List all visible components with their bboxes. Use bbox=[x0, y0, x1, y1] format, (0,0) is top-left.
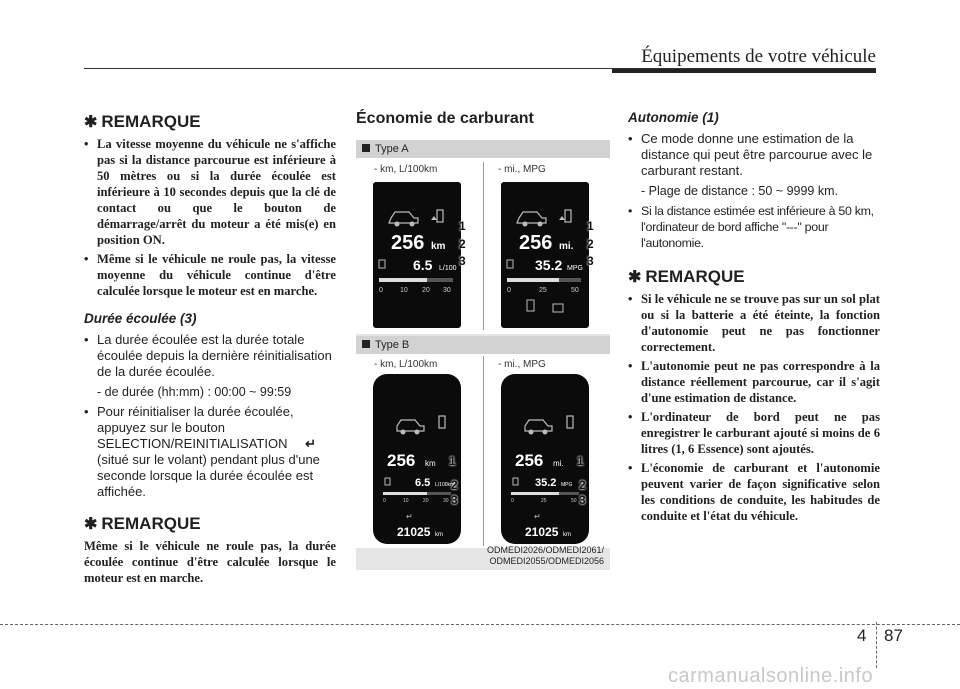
duration-reset-item: • Pour réinitialiser la durée écoulée, appuyez sur le bouton SELECTION/REINITIALISATION ↵ (situé sur le volant) pendant plus d'une seconde lorsque la durée écoulée est affichée. bbox=[84, 404, 336, 500]
callout-2: 2 bbox=[451, 478, 458, 492]
callout-3: 3 bbox=[451, 493, 458, 507]
distance-value: 256 bbox=[515, 451, 544, 470]
callout-1: 1 bbox=[577, 454, 584, 468]
callout-3: 3 bbox=[587, 254, 594, 268]
economy-unit: L/100 bbox=[439, 265, 457, 272]
cluster-display bbox=[501, 182, 589, 328]
fuel-icon bbox=[513, 478, 518, 485]
type-a-header: Type A bbox=[356, 140, 610, 158]
economy-value: 35.2 bbox=[535, 257, 563, 273]
duration-list bbox=[84, 332, 336, 500]
cluster-display bbox=[373, 374, 461, 544]
svg-text:30: 30 bbox=[443, 498, 449, 504]
odometer-value: 21025 bbox=[525, 525, 559, 539]
asterisk-icon: ✱ bbox=[84, 114, 98, 131]
svg-text:25: 25 bbox=[539, 287, 547, 294]
fuel-economy-heading: Économie de carburant bbox=[356, 110, 534, 127]
odometer-unit: km bbox=[563, 532, 571, 538]
callout-3: 3 bbox=[459, 254, 466, 268]
svg-text:10: 10 bbox=[403, 498, 409, 504]
car-icon bbox=[525, 420, 552, 431]
left-column bbox=[84, 110, 336, 586]
svg-text:20: 20 bbox=[422, 287, 430, 294]
enter-icon: ↵ bbox=[305, 436, 316, 451]
unit-label-mi: - mi., MPG bbox=[498, 164, 546, 175]
svg-text:20: 20 bbox=[423, 498, 429, 504]
callout-2: 2 bbox=[587, 237, 594, 251]
fuel-icon bbox=[385, 478, 390, 485]
cluster-panel-type-a-mi bbox=[501, 182, 589, 328]
cluster-display bbox=[373, 182, 461, 328]
svg-text:10: 10 bbox=[400, 287, 408, 294]
economy-bar bbox=[383, 492, 427, 495]
svg-text:25: 25 bbox=[541, 498, 547, 504]
economy-value: 35.2 bbox=[535, 477, 557, 489]
unit-label-km: - km, L/100km bbox=[374, 359, 438, 370]
distance-value: 256 bbox=[387, 451, 416, 470]
page-header-title: Équipements de votre véhicule bbox=[641, 46, 876, 67]
remark-item: • La vitesse moyenne du véhicule ne s'affiche pas si la distance parcourue est inférieure à 50 mètres ou si la durée écoulée est inférieure à 10 secondes depuis que la clé de contact ou que le bouton de démarrage/arrêt du moteur a été mis(e) en position ON. bbox=[84, 136, 336, 248]
callout-2: 2 bbox=[579, 478, 586, 492]
fuel-pump-icon bbox=[439, 416, 445, 428]
page-number: 87 bbox=[884, 626, 903, 645]
divider bbox=[483, 356, 484, 546]
duration-heading: Durée écoulée (3) bbox=[84, 311, 197, 326]
remark-heading-2: ✱ REMARQUE bbox=[84, 514, 201, 533]
distance-unit: mi. bbox=[553, 459, 564, 468]
unit-label-km: - km, L/100km bbox=[374, 164, 438, 175]
asterisk-icon: ✱ bbox=[628, 269, 642, 286]
odometer-unit: km bbox=[435, 532, 443, 538]
range-span: - Plage de distance : 50 ~ 9999 km. bbox=[641, 184, 838, 198]
economy-value: 6.5 bbox=[415, 477, 431, 489]
fuel-pump-icon bbox=[565, 210, 571, 222]
car-icon bbox=[517, 212, 546, 223]
remark-item: • Même si le véhicule ne roule pas, la vitesse moyenne du véhicule continue d'être calculée lorsque le moteur est en marche. bbox=[84, 251, 336, 299]
cluster-figure bbox=[356, 140, 610, 570]
divider bbox=[483, 162, 484, 330]
economy-bar bbox=[507, 278, 559, 282]
asterisk-icon: ✱ bbox=[84, 516, 98, 533]
economy-unit: MPG bbox=[567, 265, 583, 272]
cluster-display bbox=[501, 374, 589, 544]
economy-bar bbox=[379, 278, 427, 282]
callout-2: 2 bbox=[459, 237, 466, 251]
car-icon bbox=[397, 420, 424, 431]
footer-rule bbox=[0, 624, 960, 625]
distance-value: 256 bbox=[519, 232, 553, 254]
enter-icon: ↵ bbox=[406, 512, 413, 521]
range-heading: Autonomie (1) bbox=[628, 110, 719, 125]
economy-unit: L/100km bbox=[435, 482, 455, 488]
road-icon bbox=[423, 216, 437, 220]
figure-code: ODMEDI2026/ODMEDI2061/ ODMEDI2055/ODMEDI2056 bbox=[486, 545, 604, 566]
odometer-value: 21025 bbox=[397, 525, 431, 539]
enter-icon: ↵ bbox=[534, 512, 541, 521]
distance-unit: mi. bbox=[559, 241, 574, 252]
enter-icon bbox=[553, 304, 563, 312]
svg-text:30: 30 bbox=[443, 287, 451, 294]
distance-unit: km bbox=[431, 241, 446, 252]
svg-text:0: 0 bbox=[383, 498, 386, 504]
remark-heading: ✱ REMARQUE bbox=[84, 112, 201, 131]
remark-text: Même si le véhicule ne roule pas, la durée écoulée continue d'être calculée lorsque le moteur est en marche. bbox=[84, 539, 336, 585]
duration-item: • La durée écoulée est la durée totale écoulée depuis la dernière réinitialisation de la durée écoulée. - de durée (hh:mm) : 00:00 ~ 99:59 bbox=[84, 332, 336, 400]
square-bullet-icon bbox=[362, 340, 370, 348]
economy-unit: MPG bbox=[561, 482, 573, 488]
road-icon bbox=[551, 216, 565, 220]
callout-1: 1 bbox=[449, 454, 456, 468]
economy-bar bbox=[511, 492, 559, 495]
svg-text:0: 0 bbox=[379, 287, 383, 294]
distance-unit: km bbox=[425, 459, 436, 468]
remark-item: • L'économie de carburant et l'autonomie peuvent varier de façon significative selon les conditions de conduite, les habitudes de conduite et l'état du véhicule. bbox=[628, 460, 880, 524]
type-b-header: Type B bbox=[356, 336, 610, 354]
distance-value: 256 bbox=[391, 232, 425, 254]
remark-list bbox=[628, 291, 880, 524]
callout-1: 1 bbox=[459, 219, 466, 233]
range-list bbox=[628, 131, 880, 251]
duration-range: - de durée (hh:mm) : 00:00 ~ 99:59 bbox=[97, 385, 292, 399]
svg-text:0: 0 bbox=[507, 287, 511, 294]
car-icon bbox=[389, 212, 418, 223]
fuel-icon bbox=[507, 260, 513, 268]
range-item: • Si la distance estimée est inférieure à 50 km, l'ordinateur de bord affiche "---" pour l'autonomie. bbox=[628, 203, 880, 251]
chapter-number: 4 bbox=[857, 626, 867, 645]
economy-value: 6.5 bbox=[413, 257, 433, 273]
remark-list bbox=[84, 136, 336, 299]
fuel-pump-icon bbox=[437, 210, 443, 222]
header-bar bbox=[612, 69, 876, 73]
callout-3: 3 bbox=[579, 493, 586, 507]
fuel-icon bbox=[379, 260, 385, 268]
footer-divider bbox=[876, 622, 877, 668]
middle-column bbox=[356, 110, 610, 570]
svg-text:0: 0 bbox=[511, 498, 514, 504]
svg-text:50: 50 bbox=[571, 498, 577, 504]
remark-item: • L'ordinateur de bord peut ne pas enregistrer le carburant ajouté si moins de 6 litres (1, 6 Essence) sont ajoutés. bbox=[628, 409, 880, 457]
cluster-panel-type-b-mi bbox=[501, 374, 589, 544]
unit-label-mi: - mi., MPG bbox=[498, 359, 546, 370]
square-bullet-icon bbox=[362, 144, 370, 152]
range-item: • Ce mode donne une estimation de la distance qui peut être parcourue avec le carburant restant. - Plage de distance : 50 ~ 9999 km. bbox=[628, 131, 880, 199]
remark-item: • Si le véhicule ne se trouve pas sur un sol plat ou si la batterie a été éteinte, la fonction d'autonomie peut ne pas fonctionner correctement. bbox=[628, 291, 880, 355]
callout-1: 1 bbox=[587, 219, 594, 233]
cluster-panel-type-b-km bbox=[373, 374, 461, 544]
fuel-pump-icon bbox=[567, 416, 573, 428]
remark-heading-3: ✱ REMARQUE bbox=[628, 267, 745, 286]
remark-item: • L'autonomie peut ne pas correspondre à la distance réellement parcourue, car il s'agit d'une estimation de distance. bbox=[628, 358, 880, 406]
right-column bbox=[628, 110, 880, 527]
cluster-panel-type-a-km bbox=[373, 182, 461, 328]
svg-text:50: 50 bbox=[571, 287, 579, 294]
watermark: carmanualsonline.info bbox=[668, 665, 874, 687]
